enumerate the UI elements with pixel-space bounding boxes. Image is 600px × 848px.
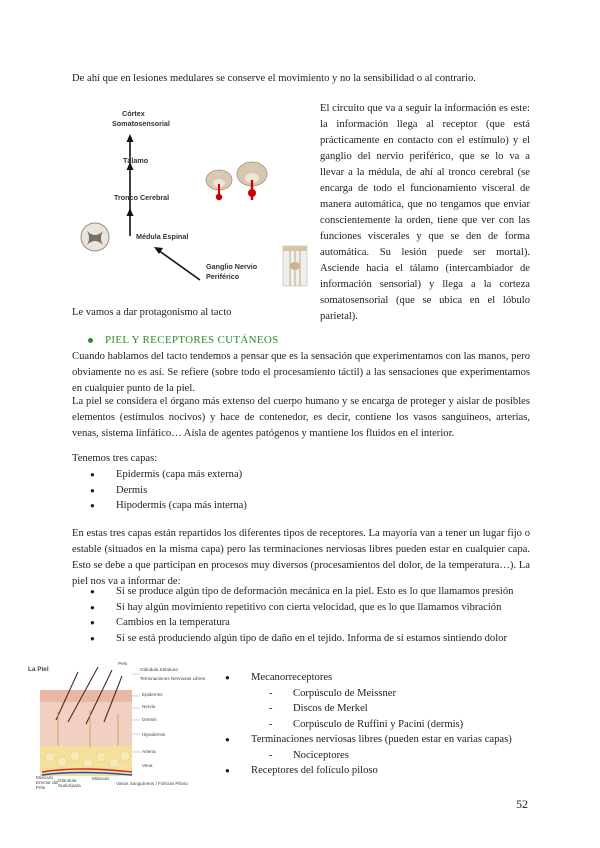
paragraph-tacto: Cuando hablamos del tacto tendemos a pensar que es la sensación que experimentamos con las manos, pero obviamente no es así. Se refiere (sobre todo el procesamiento táctil) a las sensaciones que experimentamos en cualquier punto de la piel. [72, 351, 530, 394]
skin-label: Vasos Sanguíneos / Folículo Piloso [116, 781, 188, 786]
intro-line: De ahí que en lesiones medulares se conserve el movimiento y no la sensibilidad o al contrario. [72, 73, 476, 84]
paragraph-piel: La piel se considera el órgano más extenso del cuerpo humano y se encarga de proteger y aislar de posibles elementos (estímulos nocivos) y hace de contenedor, es decir, contiene los vasos sanguíneos, arterias, venas, sistema linfático… Aísla de agentes patógenos y mantiene los fluidos en el interior. [72, 396, 530, 439]
skin-label: Vena [142, 763, 153, 768]
brain-section-left [206, 170, 232, 200]
sublist-item: - Nociceptores [251, 748, 535, 764]
spinal-cord-section [81, 223, 109, 251]
skin-label: Músculo Erector del Pelo [36, 775, 59, 790]
epidermis-layer [40, 690, 132, 702]
pathway-figure [78, 100, 310, 300]
label-periferico: Periférico [206, 272, 240, 281]
skin-figure [28, 661, 206, 790]
skin-label: Terminaciones Nerviosas Libres [140, 676, 206, 681]
sublist-item: - Discos de Merkel [251, 701, 535, 717]
skin-label: Dermis [142, 717, 157, 722]
list-item-label: Mecanorreceptores [251, 672, 333, 683]
list-item: ● Si se produce algún tipo de deformación mecánica en la piel. Esto es lo que llamamos presión [90, 584, 530, 600]
paragraph-capas: En estas tres capas están repartidos los diferentes tipos de receptores. La mayoría van a tener un lugar fijo o estable (situados en la misma capa) pero las terminaciones nerviosas libres pueden estar en cualquier capa. Esto se debe a que participan en procesos muy diversos (procesamientos del dolor, de la temperatura…). La piel nos va a informar de: [72, 528, 530, 587]
list-item-foliculo: ● Receptores del folículo piloso [225, 763, 535, 779]
label-tronco-cerebral: Tronco Cerebral [114, 193, 170, 202]
mecano-sublist [251, 686, 535, 733]
skin-label: Pelo [118, 661, 128, 666]
arrow-head-mid [127, 208, 134, 216]
diagonal-arrow [158, 250, 200, 280]
informa-list [90, 584, 530, 646]
arrow-head-top [127, 134, 134, 142]
skin-label: Nervio [142, 704, 156, 709]
heading-bullet-icon [88, 338, 93, 343]
list-item: ● Epidermis (capa más externa) [90, 467, 510, 483]
list-item-terminaciones [225, 732, 535, 763]
skin-label: Arteria [142, 749, 156, 754]
circuit-paragraph: El circuito que va a seguir la información es este: la información llega al receptor (que está prácticamente en contacto con el estímulo) y el ganglio del nervio periférico, que se lo va a llevar a la médula, de ahí al tronco cerebral (se encarga de todo el funcionamiento visceral de manera automática, que no tengamos que enviar conscientemente la orden, tiene que ver con las funciones viscerales y que se den de forma automática. Su lesión puede ser mortal). Asciende hacia el tálamo (intercambiador de información sensorial) y llega a la corteza somatosensorial (que se ubica en el lóbulo parietal). [320, 103, 530, 322]
skin-label: Hipodermis [142, 732, 166, 737]
capas-intro: Tenemos tres capas: [72, 453, 158, 464]
label-medula-espinal: Médula Espinal [136, 232, 189, 241]
label-talamo: Tálamo [123, 156, 149, 165]
somatosensory-pathway-diagram [78, 100, 310, 300]
sublist-item: - Corpúsculo de Meissner [251, 686, 535, 702]
page-number: 52 [516, 797, 528, 811]
skin-label: Glándula Sudorípara [58, 778, 81, 788]
list-item: ● Cambios en la temperatura [90, 615, 530, 631]
list-item-label: Terminaciones nerviosas libres (pueden estar en varias capas) [251, 734, 512, 745]
list-item: ● Si hay algún movimiento repetitivo con cierta velocidad, que es lo que llamamos vibración [90, 600, 530, 616]
receptors-list [225, 670, 535, 779]
label-somatosensorial: Somatosensorial [112, 119, 170, 128]
skin-label: Glándula Sebácea [140, 667, 178, 672]
label-ganglio-nervio: Ganglio Nervio [206, 262, 258, 271]
skin-label: Músculo [92, 776, 110, 781]
list-item: ● Hipodermis (capa más interna) [90, 498, 510, 514]
sublist-item: - Corpúsculo de Ruffini y Pacini (dermis) [251, 717, 535, 733]
list-item-mecanorreceptores [225, 670, 535, 732]
section-heading [88, 334, 279, 346]
skin-label: Epidermis [142, 692, 163, 697]
terminaciones-sublist [251, 748, 535, 764]
peripheral-ganglion-skin [283, 246, 307, 286]
list-item: ● Si se está produciendo algún tipo de daño en el tejido. Informa de si estamos sintiendo dolor [90, 631, 530, 647]
section-heading-text: PIEL Y RECEPTORES CUTÁNEOS [105, 334, 279, 346]
skin-title: La Piel [28, 666, 49, 673]
brain-section-right [237, 162, 267, 200]
capas-list [90, 467, 510, 514]
label-cortex: Córtex [122, 109, 145, 118]
list-item: ● Dermis [90, 483, 510, 499]
tacto-line: Le vamos a dar protagonismo al tacto [72, 307, 232, 318]
